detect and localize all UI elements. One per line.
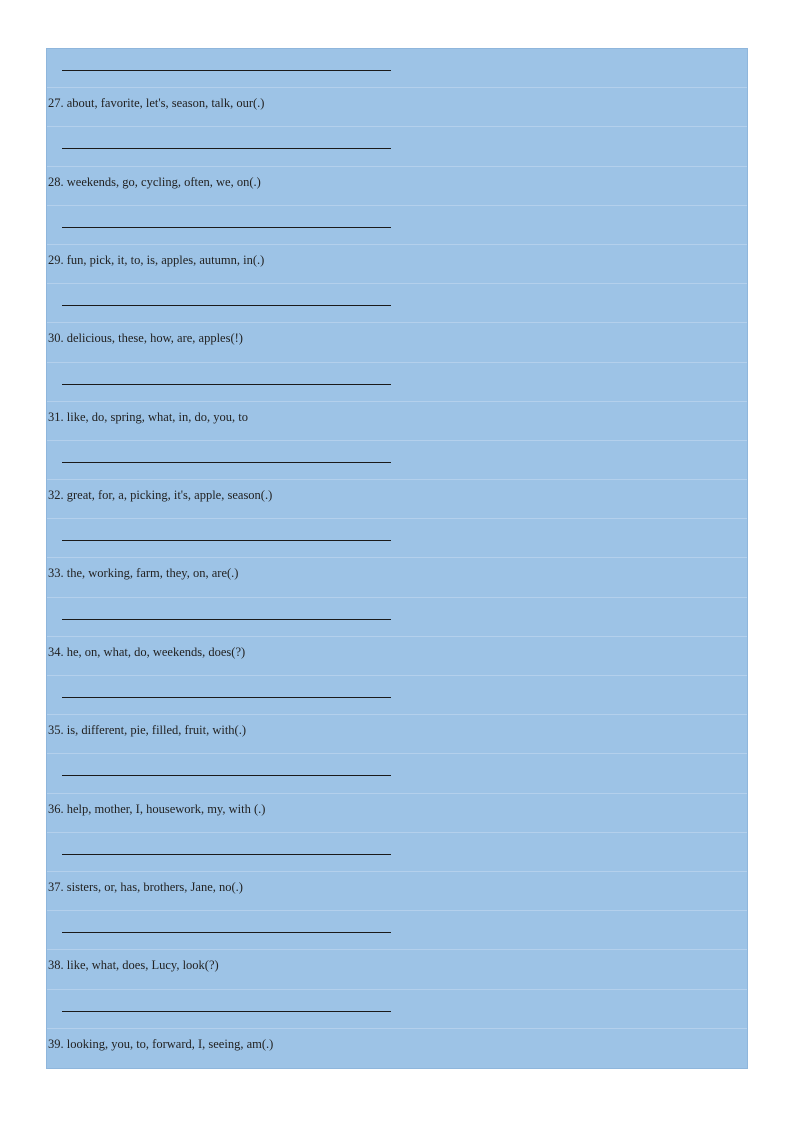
question-row — [47, 558, 747, 597]
answer-line-37[interactable] — [62, 932, 391, 933]
question-27: 27. about, favorite, let's, season, talk, our(.) — [48, 96, 265, 111]
question-row — [47, 402, 747, 441]
question-row — [47, 715, 747, 754]
question-39: 39. looking, you, to, forward, I, seeing, am(.) — [48, 1036, 274, 1051]
question-35: 35. is, different, pie, filled, fruit, with(.) — [48, 723, 246, 738]
answer-row — [47, 49, 747, 88]
question-row — [47, 323, 747, 362]
answer-row — [47, 990, 747, 1029]
question-row — [47, 872, 747, 911]
question-31: 31. like, do, spring, what, in, do, you, to — [48, 409, 248, 424]
question-row — [47, 950, 747, 989]
answer-line-28[interactable] — [62, 227, 391, 228]
answer-row — [47, 363, 747, 402]
question-36: 36. help, mother, I, housework, my, with (.) — [48, 801, 266, 816]
answer-row — [47, 206, 747, 245]
answer-line-35[interactable] — [62, 775, 391, 776]
question-row — [47, 245, 747, 284]
question-row — [47, 637, 747, 676]
answer-row — [47, 911, 747, 950]
question-37: 37. sisters, or, has, brothers, Jane, no(.) — [48, 879, 243, 894]
answer-line-32[interactable] — [62, 540, 391, 541]
answer-row — [47, 284, 747, 323]
question-row — [47, 88, 747, 127]
question-row — [47, 1029, 747, 1068]
question-28: 28. weekends, go, cycling, often, we, on(.) — [48, 174, 261, 189]
answer-line[interactable] — [62, 70, 391, 71]
question-38: 38. like, what, does, Lucy, look(?) — [48, 958, 219, 973]
answer-line-34[interactable] — [62, 697, 391, 698]
answer-line-29[interactable] — [62, 305, 391, 306]
answer-row — [47, 519, 747, 558]
answer-row — [47, 676, 747, 715]
answer-line-31[interactable] — [62, 462, 391, 463]
question-row — [47, 167, 747, 206]
question-row — [47, 794, 747, 833]
answer-line-38[interactable] — [62, 1011, 391, 1012]
answer-row — [47, 833, 747, 872]
answer-line-27[interactable] — [62, 148, 391, 149]
question-33: 33. the, working, farm, they, on, are(.) — [48, 566, 239, 581]
answer-line-30[interactable] — [62, 384, 391, 385]
answer-line-33[interactable] — [62, 619, 391, 620]
answer-row — [47, 127, 747, 166]
answer-row — [47, 598, 747, 637]
question-29: 29. fun, pick, it, to, is, apples, autumn, in(.) — [48, 252, 265, 267]
question-34: 34. he, on, what, do, weekends, does(?) — [48, 644, 246, 659]
answer-line-36[interactable] — [62, 854, 391, 855]
worksheet-table — [46, 48, 748, 1069]
question-30: 30. delicious, these, how, are, apples(!) — [48, 331, 243, 346]
answer-row — [47, 441, 747, 480]
question-32: 32. great, for, a, picking, it's, apple, season(.) — [48, 488, 273, 503]
question-row — [47, 480, 747, 519]
answer-row — [47, 754, 747, 793]
